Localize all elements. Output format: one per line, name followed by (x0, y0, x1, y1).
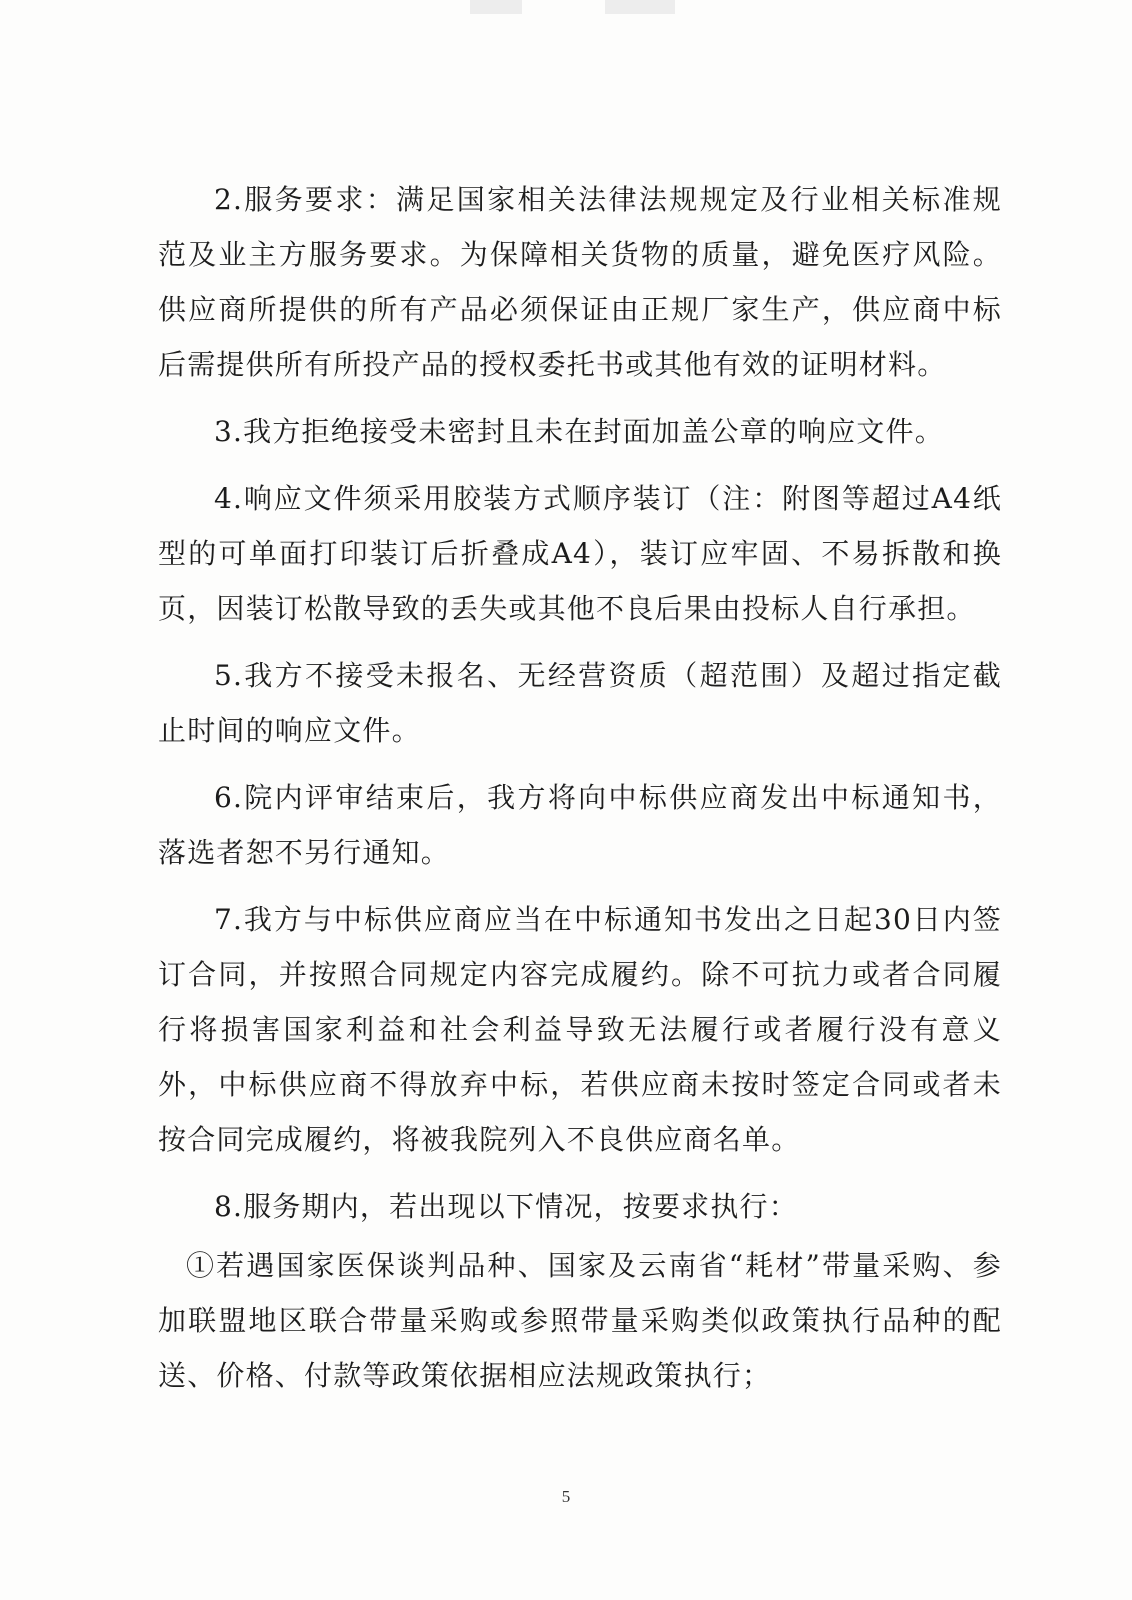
paragraph-binding-requirements: 4.响应文件须采用胶装方式顺序装订（注：附图等超过A4纸型的可单面打印装订后折叠成A4），装订应牢固、不易拆散和换页，因装订松散导致的丢失或其他不良后果由投标人自行承担。 (158, 482, 1002, 625)
paragraph-service-period: 8.服务期内，若出现以下情况，按要求执行： (214, 1190, 798, 1223)
paragraph-contract-signing: 7.我方与中标供应商应当在中标通知书发出之日起30日内签订合同，并按照合同规定内容完成履约。除不可抗力或者合同履行将损害国家利益和社会利益导致无法履行或者履行没有意义外，中标供应商不得放弃中标，若供应商未按时签定合同或者未按合同完成履约，将被我院列入不良供应商名单。 (158, 903, 1002, 1156)
paragraph-service-requirements: 2.服务要求：满足国家相关法律法规规定及行业相关标准规范及业主方服务要求。为保障相关货物的质量，避免医疗风险。供应商所提供的所有产品必须保证由正规厂家生产，供应商中标后需提供所有所投产品的授权委托书或其他有效的证明材料。 (158, 183, 1002, 381)
scan-artifact (470, 0, 522, 14)
paragraph-rejection-conditions: 5.我方不接受未报名、无经营资质（超范围）及超过指定截止时间的响应文件。 (158, 659, 1002, 747)
page-number: 5 (561, 1487, 571, 1506)
paragraph-award-notice: 6.院内评审结束后，我方将向中标供应商发出中标通知书，落选者恕不另行通知。 (158, 781, 1002, 869)
sub-item-policy-execution: ①若遇国家医保谈判品种、国家及云南省“耗材”带量采购、参加联盟地区联合带量采购或参照带量采购类似政策执行品种的配送、价格、付款等政策依据相应法规政策执行； (158, 1249, 1002, 1392)
paragraph-sealed-documents: 3.我方拒绝接受未密封且未在封面加盖公章的响应文件。 (214, 415, 944, 448)
scan-artifact (605, 0, 675, 14)
